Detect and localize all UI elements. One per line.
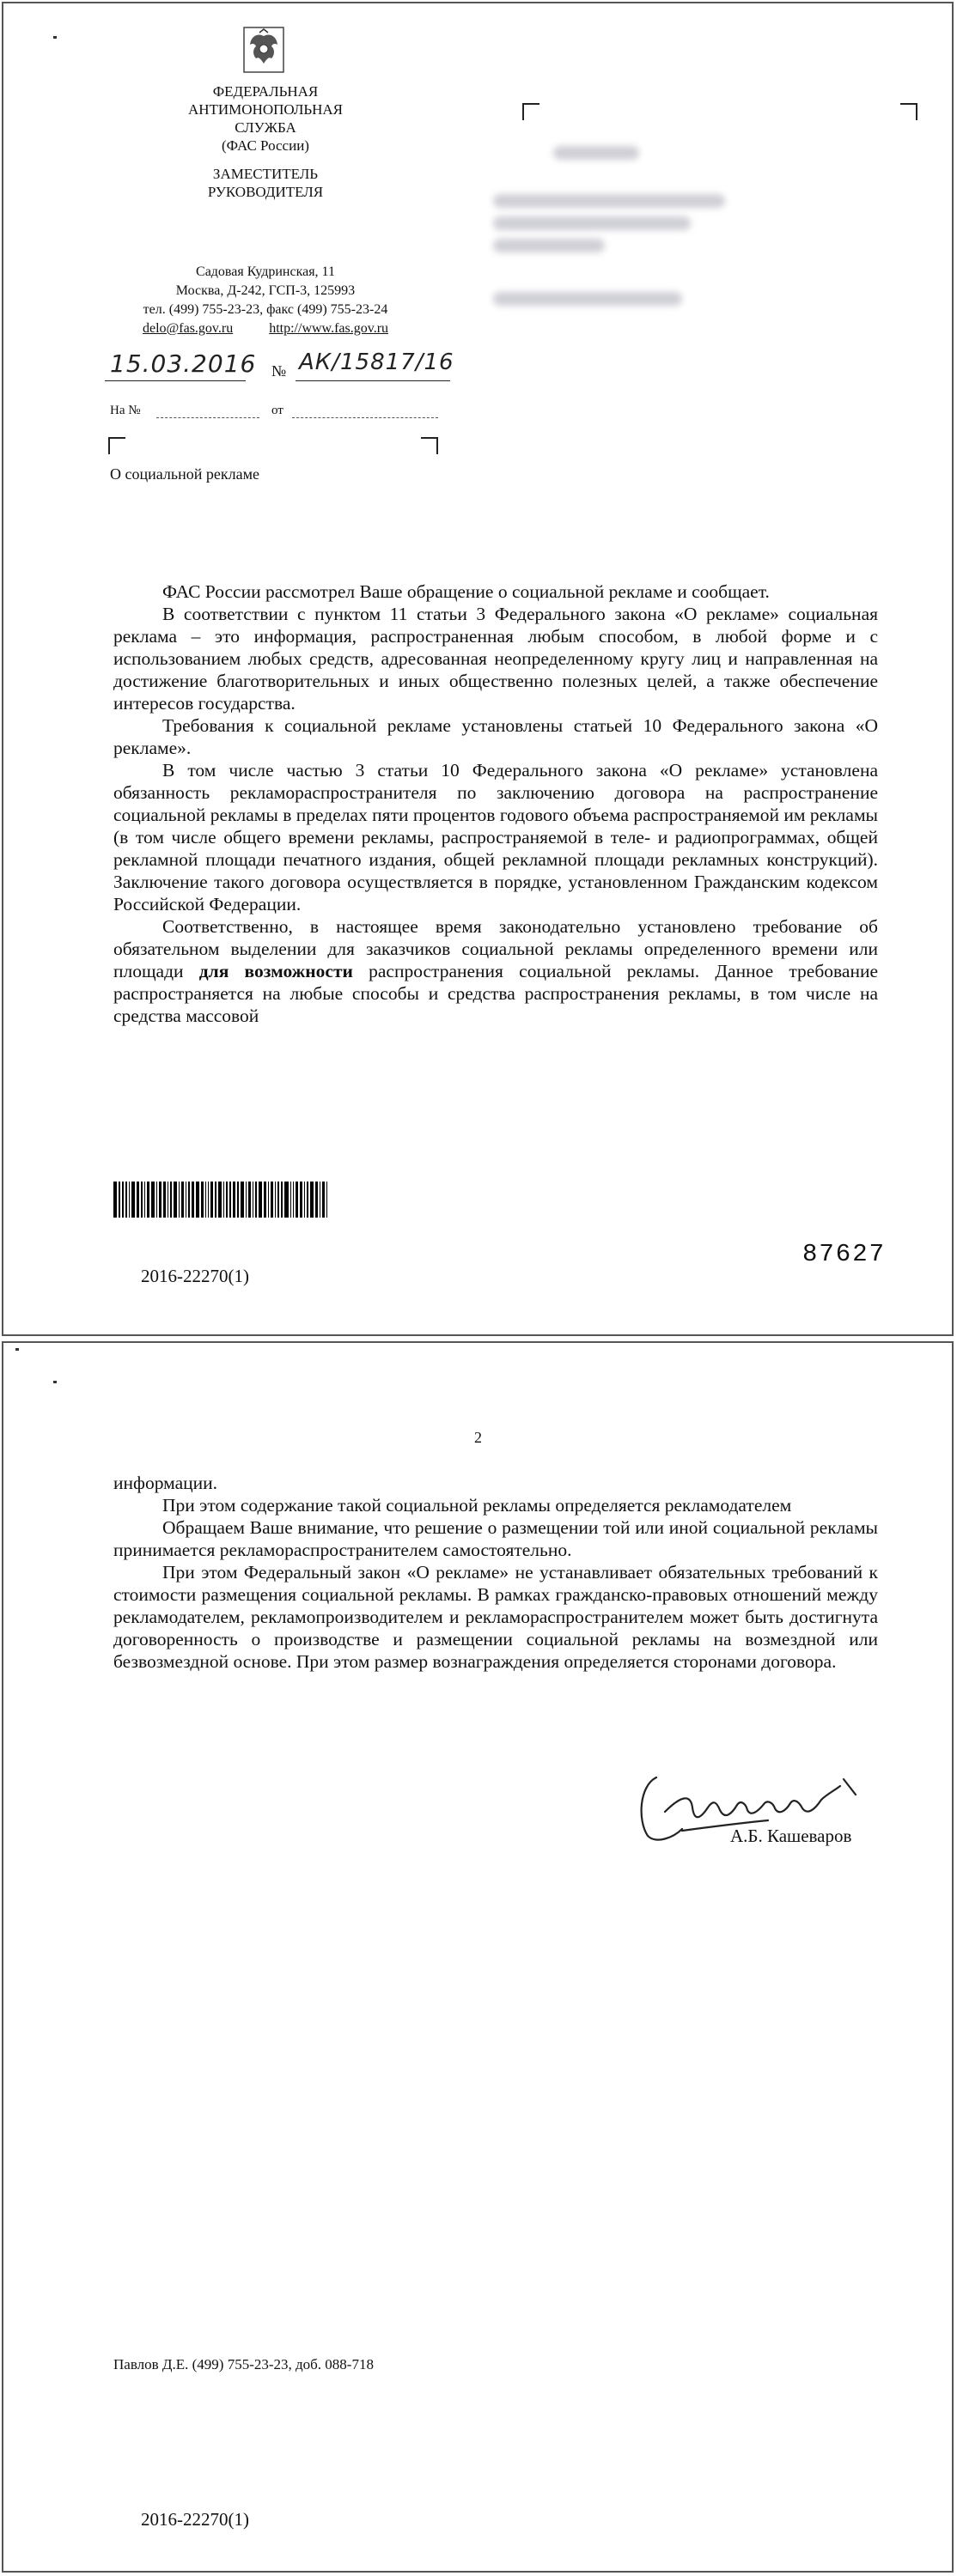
corner-bracket <box>522 103 539 120</box>
signatory-name: А.Б. Кашеваров <box>730 1826 852 1846</box>
barcode-bar <box>208 1182 209 1218</box>
org-line: ФЕДЕРАЛЬНАЯ <box>212 83 319 100</box>
body-paragraph: При этом Федеральный закон «О рекламе» не устанавливает обязательных требований к стоимости размещения социальной рекламы. В рамках гражданско-правовых отношений между рекламодателем, рекламопроизводителем и рекламораспространителем может быть достигнута договоренность о производстве и размещении социальной рекламы на возмездной или безвозмездной основе. При этом размер вознаграждения определяется сторонами договора. <box>113 1562 878 1672</box>
barcode-bar <box>284 1182 288 1218</box>
barcode-bar <box>241 1182 244 1218</box>
barcode-bar <box>129 1182 130 1218</box>
body-paragraph: При этом содержание такой социальной рекламы определяется рекламодателем <box>162 1495 792 1516</box>
barcode-bar <box>122 1182 125 1218</box>
barcode-bar <box>156 1182 157 1218</box>
paragraph-text: Соответственно, в настоящее время законодательно установлено требование об обязательном выделении для заказчиков социальной рекламы определенного времени или площади <box>113 916 878 981</box>
letter-page-2 <box>2 1341 954 2573</box>
barcode-bar <box>229 1182 232 1218</box>
body-paragraph: информации. <box>113 1473 218 1493</box>
barcode-bar <box>271 1182 273 1218</box>
coat-of-arms-icon <box>242 26 285 74</box>
barcode-bar <box>233 1182 235 1218</box>
barcode-bar <box>205 1182 206 1218</box>
barcode-bar <box>141 1182 142 1218</box>
document-id: 2016-22270(1) <box>141 2509 249 2530</box>
ref-blank <box>156 417 259 418</box>
barcode-bar <box>179 1182 180 1218</box>
barcode-bar <box>147 1182 149 1218</box>
barcode-bar <box>215 1182 216 1218</box>
barcode-bar <box>248 1182 251 1218</box>
barcode-bar <box>296 1182 298 1218</box>
barcode-bar <box>322 1182 325 1218</box>
barcode-bar <box>210 1182 213 1218</box>
barcode-bar <box>192 1182 194 1218</box>
contact-line: Павлов Д.Е. (499) 755-23-23, доб. 088-718 <box>113 2356 374 2372</box>
role-line: ЗАМЕСТИТЕЛЬ <box>212 166 319 182</box>
barcode-bar <box>201 1182 204 1218</box>
barcode-bar <box>181 1182 184 1218</box>
barcode-bar <box>310 1182 314 1218</box>
barcode-bar <box>237 1182 238 1218</box>
number-label: № <box>271 362 287 380</box>
barcode-bar <box>223 1182 224 1218</box>
redacted-recipient-address <box>493 239 605 252</box>
letter-body-page-1 <box>113 580 878 1027</box>
barcode-bar <box>246 1182 247 1218</box>
barcode-number: 87627 <box>802 1240 887 1268</box>
barcode-bar <box>326 1182 327 1218</box>
number-handwritten: АК/15817/16 <box>299 349 454 375</box>
website-link[interactable]: http://www.fas.gov.ru <box>269 321 389 336</box>
date-field <box>105 349 257 381</box>
body-paragraph: В соответствии с пунктом 11 статьи 3 Федерального закона «О рекламе» социальная реклама – это информация, распространенная любым способом, в любой форме и с использованием любых средств, адресованная неопределенному кругу лиц и направленная на достижение благотворительных и иных общественно полезных целей, а также обеспечение интересов государства. <box>113 604 878 714</box>
letterhead-org <box>132 82 399 201</box>
body-paragraph <box>113 915 878 1027</box>
barcode-bar <box>315 1182 318 1218</box>
redacted-recipient-name <box>553 146 639 160</box>
barcode-bar <box>275 1182 276 1218</box>
org-line: (ФАС России) <box>222 137 309 154</box>
barcode-bar <box>170 1182 171 1218</box>
corner-bracket <box>108 437 125 454</box>
scan-speck <box>53 1381 57 1383</box>
bold-phrase: для возможности <box>198 961 353 981</box>
letter-page-1 <box>2 2 954 1336</box>
date-handwritten: 15.03.2016 <box>110 349 257 378</box>
barcode-bar <box>188 1182 189 1218</box>
corner-bracket <box>421 437 438 454</box>
barcode-bar <box>304 1182 305 1218</box>
address-line: тел. (499) 755-23-23, факс (499) 755-23-24 <box>143 302 388 317</box>
barcode-bar <box>307 1182 308 1218</box>
barcode-bar <box>300 1182 302 1218</box>
barcode-bar <box>277 1182 278 1218</box>
org-line: АНТИМОНОПОЛЬНАЯ <box>187 101 344 118</box>
corner-bracket <box>900 103 917 120</box>
barcode-bar <box>268 1182 269 1218</box>
redacted-recipient-address <box>493 194 725 208</box>
redacted-recipient-address <box>493 216 691 230</box>
subject-line: О социальной рекламе <box>110 465 259 483</box>
address-line: Садовая Кудринская, 11 <box>196 264 335 279</box>
document-id: 2016-22270(1) <box>141 1266 249 1286</box>
barcode-bar <box>218 1182 222 1218</box>
scan-speck <box>15 1348 19 1351</box>
barcode-bar <box>290 1182 291 1218</box>
barcode-bar <box>163 1182 166 1218</box>
barcode-bar <box>159 1182 162 1218</box>
ref-label: На № <box>110 404 141 417</box>
from-blank <box>292 417 438 418</box>
body-paragraph: Требования к социальной рекламе установлены статьей 10 Федерального закона «О рекламе». <box>113 715 878 758</box>
barcode-bar <box>226 1182 227 1218</box>
number-field <box>296 349 454 381</box>
barcode-bar <box>144 1182 145 1218</box>
address-line: Москва, Д-242, ГСП-3, 125993 <box>175 283 356 298</box>
page-number: 2 <box>474 1429 482 1446</box>
scan-speck <box>53 36 57 39</box>
letterhead-address <box>107 263 424 338</box>
letter-body-page-2 <box>113 1472 878 1673</box>
barcode-bar <box>281 1182 283 1218</box>
document-barcode <box>113 1182 329 1218</box>
body-paragraph: ФАС России рассмотрел Ваше обращение о социальной рекламе и сообщает. <box>162 581 770 602</box>
paragraph-text: распространения социальной рекламы. Данное требование распространяется на любые способы и средства распространения рекламы, в том числе на средства массовой <box>113 961 879 1026</box>
body-paragraph: В том числе частью 3 статьи 10 Федерального закона «О рекламе» установлена обязанность рекламораспространителя по заключению договора на распространение социальной рекламы в пределах пяти процентов годового объема распространяемой им рекламы (в том числе общего времени рекламы, распространяемой в теле- и радиопрограммах, общей рекламной площади печатного издания, общей рекламной площади рекламных конструкций). Заключение такого договора осуществляется в порядке, установленном Гражданским кодексом Российской Федерации. <box>113 760 878 914</box>
org-line: СЛУЖБА <box>235 119 296 136</box>
email-link[interactable]: delo@fas.gov.ru <box>142 321 234 336</box>
barcode-bar <box>125 1182 126 1218</box>
from-label: от <box>271 404 283 417</box>
barcode-bar <box>137 1182 139 1218</box>
barcode-bar <box>293 1182 294 1218</box>
body-paragraph: Обращаем Ваше внимание, что решение о размещении той или иной социальной рекламы принимается рекламораспространителем самостоятельно. <box>113 1517 878 1560</box>
barcode-bar <box>196 1182 199 1218</box>
barcode-bar <box>174 1182 177 1218</box>
barcode-bar <box>151 1182 155 1218</box>
role-line: РУКОВОДИТЕЛЯ <box>207 184 324 200</box>
barcode-bar <box>259 1182 262 1218</box>
barcode-bar <box>255 1182 256 1218</box>
barcode-bar <box>264 1182 266 1218</box>
barcode-bar <box>131 1182 135 1218</box>
redacted-recipient-email <box>493 292 682 306</box>
barcode-bar <box>113 1182 117 1218</box>
